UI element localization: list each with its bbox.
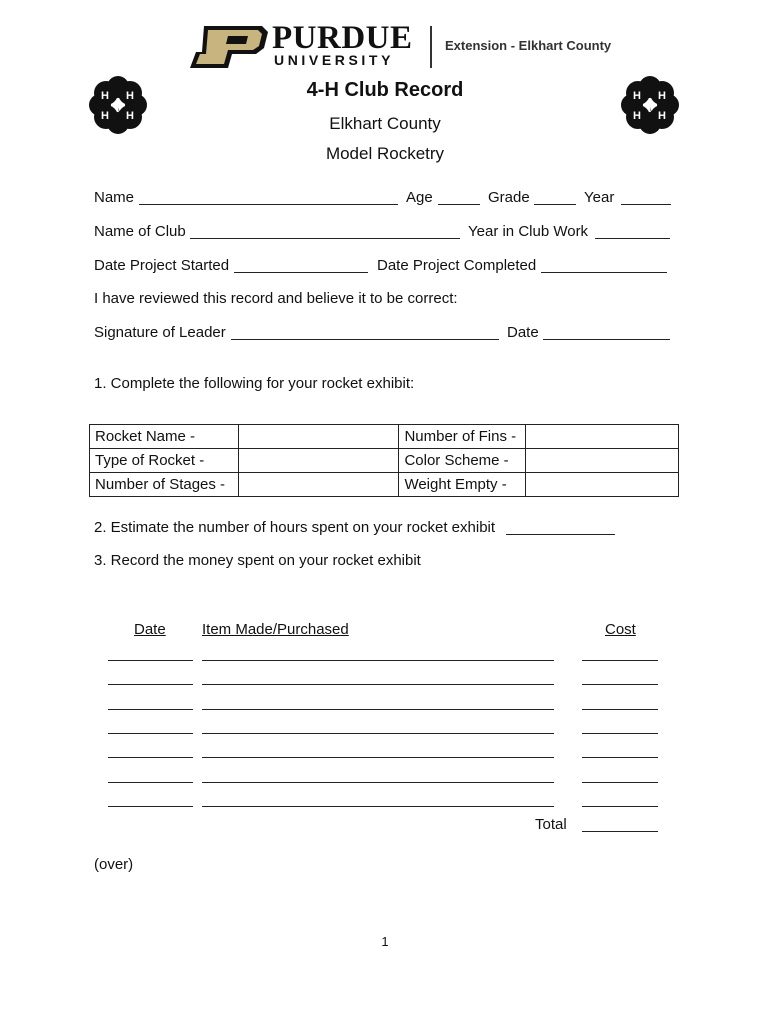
club-field[interactable] <box>190 238 460 239</box>
weight-empty-input[interactable] <box>526 473 679 497</box>
year-field[interactable] <box>621 204 671 205</box>
age-label: Age <box>406 189 433 206</box>
page-number: 1 <box>381 934 389 949</box>
expense-item-field[interactable] <box>202 660 554 661</box>
number-of-fins-input[interactable] <box>526 425 679 449</box>
expense-date-field[interactable] <box>108 733 193 734</box>
number-of-stages-label: Number of Stages - <box>90 473 239 497</box>
expense-cost-field[interactable] <box>582 709 658 710</box>
year-label: Year <box>584 189 615 206</box>
svg-text:H: H <box>633 110 641 122</box>
expense-date-field[interactable] <box>108 684 193 685</box>
page-title: 4-H Club Record <box>306 79 464 101</box>
expense-cost-field[interactable] <box>582 782 658 783</box>
total-field[interactable] <box>582 831 658 832</box>
date-column-header: Date <box>134 621 166 638</box>
project-subtitle: Model Rocketry <box>325 144 445 163</box>
rocket-name-label: Rocket Name - <box>90 425 239 449</box>
purdue-p-logo <box>190 26 268 68</box>
expense-date-field[interactable] <box>108 806 193 807</box>
expense-item-field[interactable] <box>202 733 554 734</box>
rocket-name-input[interactable] <box>238 425 399 449</box>
expense-cost-field[interactable] <box>582 757 658 758</box>
svg-text:H: H <box>126 90 134 102</box>
review-statement: I have reviewed this record and believe it to be correct: <box>94 290 458 307</box>
expense-cost-field[interactable] <box>582 660 658 661</box>
age-field[interactable] <box>438 204 480 205</box>
signature-label: Signature of Leader <box>94 324 226 341</box>
expense-item-field[interactable] <box>202 757 554 758</box>
year-in-club-label: Year in Club Work <box>468 223 589 240</box>
number-of-stages-input[interactable] <box>238 473 399 497</box>
cost-column-header: Cost <box>605 621 636 638</box>
expense-item-field[interactable] <box>202 709 554 710</box>
type-of-rocket-label: Type of Rocket - <box>90 449 239 473</box>
weight-empty-label: Weight Empty - <box>399 473 526 497</box>
signature-date-label: Date <box>507 324 539 341</box>
type-of-rocket-input[interactable] <box>238 449 399 473</box>
svg-text:H: H <box>658 110 666 122</box>
signature-field[interactable] <box>231 339 499 340</box>
over-note: (over) <box>94 856 134 873</box>
extension-label: Extension - Elkhart County <box>445 38 612 53</box>
grade-label: Grade <box>488 189 530 206</box>
expense-date-field[interactable] <box>108 782 193 783</box>
date-completed-label: Date Project Completed <box>377 257 537 274</box>
question-1: 1. Complete the following for your rocket exhibit: <box>94 375 415 392</box>
question-3: 3. Record the money spent on your rocket exhibit <box>94 552 421 569</box>
item-column-header: Item Made/Purchased <box>202 621 349 638</box>
total-label: Total <box>535 816 567 833</box>
table-row <box>90 473 679 497</box>
club-label: Name of Club <box>94 223 186 240</box>
table-row <box>90 449 679 473</box>
expense-item-field[interactable] <box>202 684 554 685</box>
question-2: 2. Estimate the number of hours spent on your rocket exhibit <box>94 519 496 536</box>
purdue-wordmark: PURDUE <box>272 20 413 56</box>
date-started-field[interactable] <box>234 272 368 273</box>
grade-field[interactable] <box>534 204 576 205</box>
expense-item-field[interactable] <box>202 806 554 807</box>
rocket-details-table <box>89 424 679 497</box>
svg-text:H: H <box>658 90 666 102</box>
svg-text:H: H <box>633 90 641 102</box>
county-subtitle: Elkhart County <box>329 114 441 133</box>
expense-cost-field[interactable] <box>582 684 658 685</box>
expense-date-field[interactable] <box>108 709 193 710</box>
expense-cost-field[interactable] <box>582 733 658 734</box>
name-label: Name <box>94 189 135 206</box>
table-row <box>90 425 679 449</box>
number-of-fins-label: Number of Fins - <box>399 425 526 449</box>
svg-text:H: H <box>101 90 109 102</box>
expense-cost-field[interactable] <box>582 806 658 807</box>
date-completed-field[interactable] <box>541 272 667 273</box>
signature-date-field[interactable] <box>543 339 670 340</box>
svg-text:H: H <box>101 110 109 122</box>
hours-field[interactable] <box>506 534 615 535</box>
year-in-club-field[interactable] <box>595 238 670 239</box>
color-scheme-input[interactable] <box>526 449 679 473</box>
expense-date-field[interactable] <box>108 660 193 661</box>
expense-item-field[interactable] <box>202 782 554 783</box>
date-started-label: Date Project Started <box>94 257 230 274</box>
name-field[interactable] <box>139 204 398 205</box>
color-scheme-label: Color Scheme - <box>399 449 526 473</box>
expense-date-field[interactable] <box>108 757 193 758</box>
university-wordmark: UNIVERSITY <box>274 52 395 68</box>
logo-divider <box>430 26 432 68</box>
svg-text:H: H <box>126 110 134 122</box>
